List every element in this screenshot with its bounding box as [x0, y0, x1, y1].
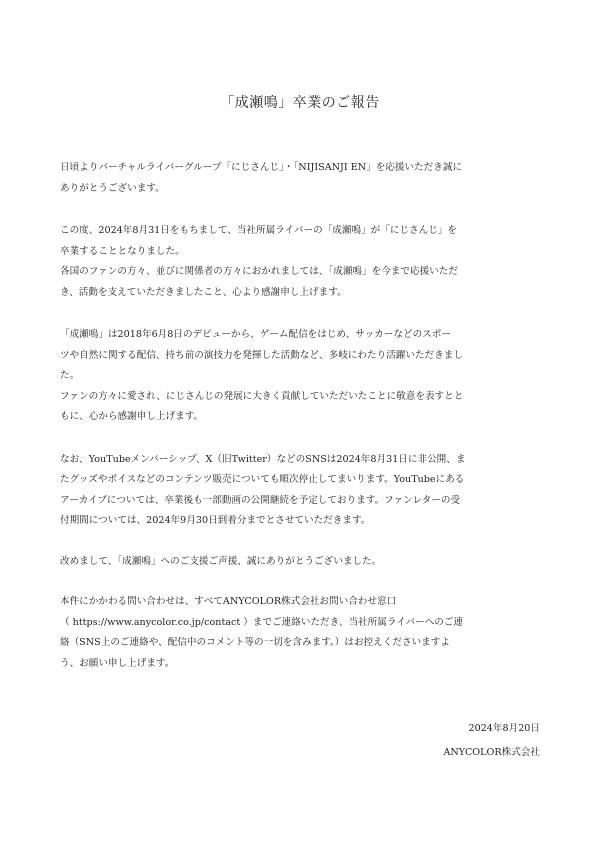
- text-line: ありがとうございます。: [60, 182, 165, 194]
- paragraph-thanks: [60, 552, 542, 573]
- text-line: ファンの方々に愛され、にじさんじの発展に大きく貢献していただいたことに敬意を表すとと: [60, 390, 464, 402]
- text-line: もに、心から感謝申し上げます。: [60, 411, 204, 422]
- document-title: 「成瀬鳴」卒業のご報告: [220, 95, 380, 111]
- text-line: た。: [60, 370, 80, 381]
- paragraph-greeting: [60, 158, 542, 199]
- text-line: 付期間については、2024年9月30日到着分までとさせていただきます。: [60, 515, 371, 526]
- text-line: 本件にかかわる問い合わせは、すべてANYCOLOR株式会社お問い合わせ窓口: [60, 596, 397, 607]
- text-line: 卒業することとなりました。: [60, 245, 185, 257]
- text-line: き、活動を支えていただきましたこと、心より感謝申し上げます。: [60, 286, 347, 298]
- paragraph-notes: [60, 450, 542, 532]
- text-line: 絡（SNS上のご連絡や、配信中のコメント等の一切を含みます。）はお控えくださいますよ: [60, 637, 450, 648]
- text-line: この度、2024年8月31日をもちまして、当社所属ライバーの「成瀬鳴」が「にじさんじ」を: [60, 225, 458, 236]
- paragraph-contact: [60, 592, 542, 674]
- paragraph-career: [60, 325, 542, 428]
- text-line: なお、YouTubeメンバーシップ、X（旧Twitter）などのSNSは2024年8月31日に非公開、ま: [60, 453, 466, 465]
- company-name: ANYCOLOR株式会社: [443, 747, 540, 758]
- text-line: 改めまして、「成瀬鳴」へのご支援ご声援、誠にありがとうございました。: [60, 555, 382, 567]
- document-body: [60, 158, 542, 674]
- text-line: アーカイブについては、卒業後も一部動画の公開継続を予定しております。ファンレターの受: [60, 494, 461, 506]
- text-line: 日頃よりバーチャルライバーグループ「にじさんじ」・「NIJISANJI EN」を応援いただき誠に: [60, 162, 463, 173]
- document-date: 2024年8月20日: [468, 723, 540, 734]
- text-line: たグッズやボイスなどのコンテンツ販売についても順次停止してまいります。YouTubeにある: [60, 474, 465, 485]
- text-line: う、お願い申し上げます。: [60, 657, 175, 669]
- text-line: ツや自然に関する配信、持ち前の演技力を発揮した活動など、多岐にわたり活躍いただきまし: [60, 349, 463, 361]
- paragraph-announcement: [60, 221, 542, 303]
- text-line: 「成瀬鳴」は2018年6月8日のデビューから、ゲーム配信をはじめ、サッカーなどのスポー: [60, 329, 452, 340]
- text-line: 各国のファンの方々、並びに関係者の方々におかれましては、「成瀬鳴」を今まで応援いただ: [60, 266, 458, 277]
- text-line: （ https://www.anycolor.co.jp/contact ）までご連絡いただき、当社所属ライバーへのご連: [60, 616, 464, 628]
